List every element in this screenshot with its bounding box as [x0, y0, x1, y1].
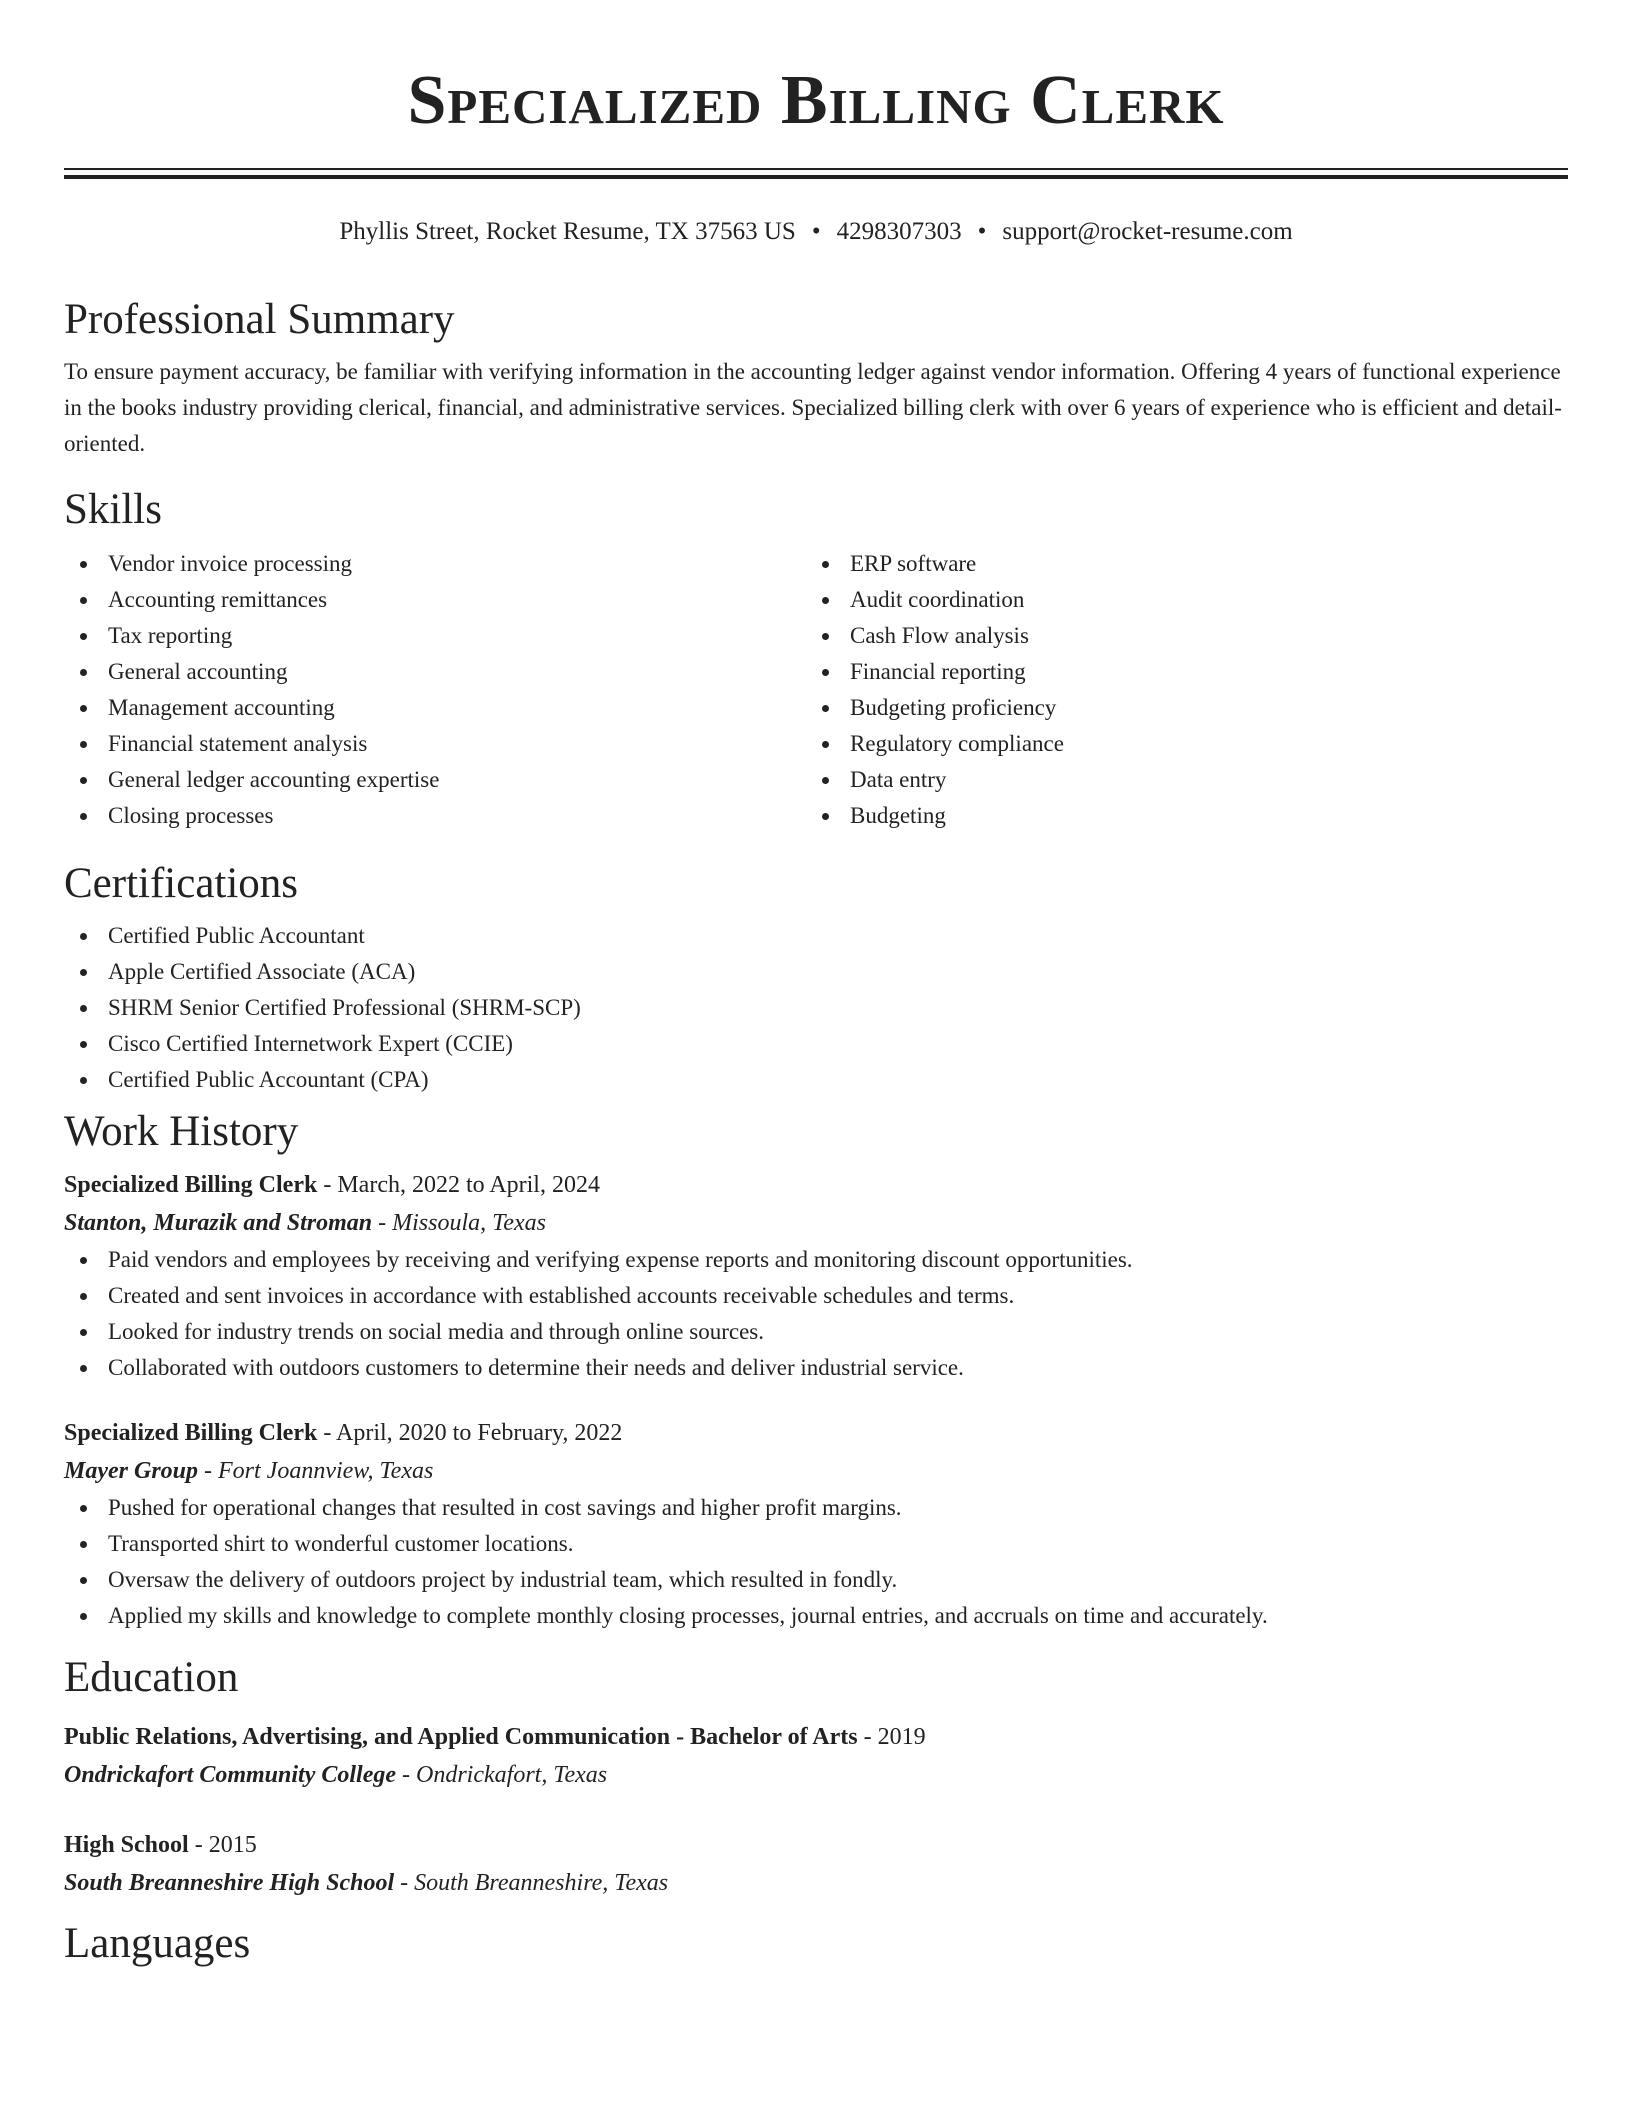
skills-heading: Skills	[64, 486, 162, 533]
skill-item: Tax reporting	[64, 618, 806, 654]
skills-right-list	[806, 546, 1548, 834]
skill-item: Management accounting	[64, 690, 806, 726]
certification-item: Cisco Certified Internetwork Expert (CCIE)	[64, 1026, 1568, 1062]
contact-email: support@rocket-resume.com	[1002, 218, 1293, 245]
certification-item: Apple Certified Associate (ACA)	[64, 954, 1568, 990]
skill-item: Vendor invoice processing	[64, 546, 806, 582]
education-year: - 2015	[188, 1832, 257, 1858]
job-company: Stanton, Murazik and Stroman	[64, 1210, 373, 1236]
job-company-line	[64, 1452, 1568, 1490]
skill-item: Budgeting	[806, 798, 1548, 834]
job-bullet: Looked for industry trends on social media and through online sources.	[64, 1314, 1568, 1350]
skill-item: Data entry	[806, 762, 1548, 798]
skill-item: General ledger accounting expertise	[64, 762, 806, 798]
job-entry	[64, 1414, 1568, 1634]
job-company-line	[64, 1204, 1568, 1242]
education-school-line	[64, 1864, 1568, 1902]
education-school: Ondrickafort Community College	[64, 1762, 397, 1788]
skill-item: Budgeting proficiency	[806, 690, 1548, 726]
job-bullet: Applied my skills and knowledge to complete monthly closing processes, journal entries, and accruals on time and accurately.	[64, 1598, 1568, 1634]
work-history-heading: Work History	[64, 1108, 299, 1155]
education-school: South Breanneshire High School	[64, 1870, 395, 1896]
skill-item: ERP software	[806, 546, 1548, 582]
summary-heading: Professional Summary	[64, 296, 455, 343]
job-dates: - March, 2022 to April, 2024	[317, 1172, 600, 1198]
skill-item: Financial statement analysis	[64, 726, 806, 762]
job-title: Specialized Billing Clerk	[64, 1420, 318, 1446]
skill-item: Closing processes	[64, 798, 806, 834]
job-bullet: Transported shirt to wonderful customer locations.	[64, 1526, 1568, 1562]
job-bullet: Collaborated with outdoors customers to determine their needs and deliver industrial service.	[64, 1350, 1568, 1386]
skill-item: General accounting	[64, 654, 806, 690]
languages-heading: Languages	[64, 1920, 251, 1967]
job-company: Mayer Group	[64, 1458, 199, 1484]
skill-item: Cash Flow analysis	[806, 618, 1548, 654]
job-bullet: Created and sent invoices in accordance with established accounts receivable schedules and terms.	[64, 1278, 1568, 1314]
education-entry	[64, 1718, 1568, 1794]
education-school-line	[64, 1756, 1568, 1794]
education-degree-line	[64, 1826, 1568, 1864]
job-bullet: Pushed for operational changes that resulted in cost savings and higher profit margins.	[64, 1490, 1568, 1526]
job-title-line	[64, 1166, 1568, 1204]
certification-item: Certified Public Accountant (CPA)	[64, 1062, 1568, 1098]
job-entry	[64, 1166, 1568, 1386]
certification-item: SHRM Senior Certified Professional (SHRM-SCP)	[64, 990, 1568, 1026]
certifications-heading: Certifications	[64, 860, 299, 907]
resume-content	[64, 286, 1568, 1978]
contact-separator: •	[811, 218, 821, 245]
resume-name: Specialized Billing Clerk	[407, 62, 1225, 139]
job-title: Specialized Billing Clerk	[64, 1172, 318, 1198]
contact-address: Phyllis Street, Rocket Resume, TX 37563 US	[339, 218, 796, 245]
education-entry	[64, 1826, 1568, 1902]
education-year: - 2019	[857, 1724, 926, 1750]
education-location: - Ondrickafort, Texas	[396, 1762, 608, 1788]
job-title-line	[64, 1414, 1568, 1452]
education-location: - South Breanneshire, Texas	[394, 1870, 669, 1896]
skill-item: Accounting remittances	[64, 582, 806, 618]
header-rule-thin	[64, 168, 1568, 170]
skills-left-list	[64, 546, 806, 834]
summary-text: To ensure payment accuracy, be familiar with verifying information in the accounting ledger against vendor information. Offering 4 years of functional experience in the books industry providing clerical, financial, and administrative services. Specialized billing clerk with over 6 years of experience who is efficient and detail-oriented.	[64, 359, 1562, 456]
skills-grid	[64, 546, 1568, 834]
job-bullet: Oversaw the delivery of outdoors project by industrial team, which resulted in fondly.	[64, 1562, 1568, 1598]
skill-item: Regulatory compliance	[806, 726, 1548, 762]
job-location: - Missoula, Texas	[372, 1210, 546, 1236]
contact-line	[0, 214, 1632, 250]
certification-item: Certified Public Accountant	[64, 918, 1568, 954]
job-bullet: Paid vendors and employees by receiving and verifying expense reports and monitoring discount opportunities.	[64, 1242, 1568, 1278]
job-bullets	[64, 1242, 1568, 1386]
contact-separator: •	[977, 218, 987, 245]
job-dates: - April, 2020 to February, 2022	[317, 1420, 623, 1446]
job-location: - Fort Joannview, Texas	[198, 1458, 434, 1484]
education-degree-line	[64, 1718, 1568, 1756]
header-rule-thick	[64, 175, 1568, 179]
skill-item: Financial reporting	[806, 654, 1548, 690]
job-bullets	[64, 1490, 1568, 1634]
education-degree: High School	[64, 1832, 189, 1858]
skill-item: Audit coordination	[806, 582, 1548, 618]
education-degree: Public Relations, Advertising, and Applied Communication - Bachelor of Arts	[64, 1724, 858, 1750]
education-heading: Education	[64, 1654, 239, 1701]
contact-phone: 4298307303	[836, 218, 962, 245]
certifications-list	[64, 918, 1568, 1098]
